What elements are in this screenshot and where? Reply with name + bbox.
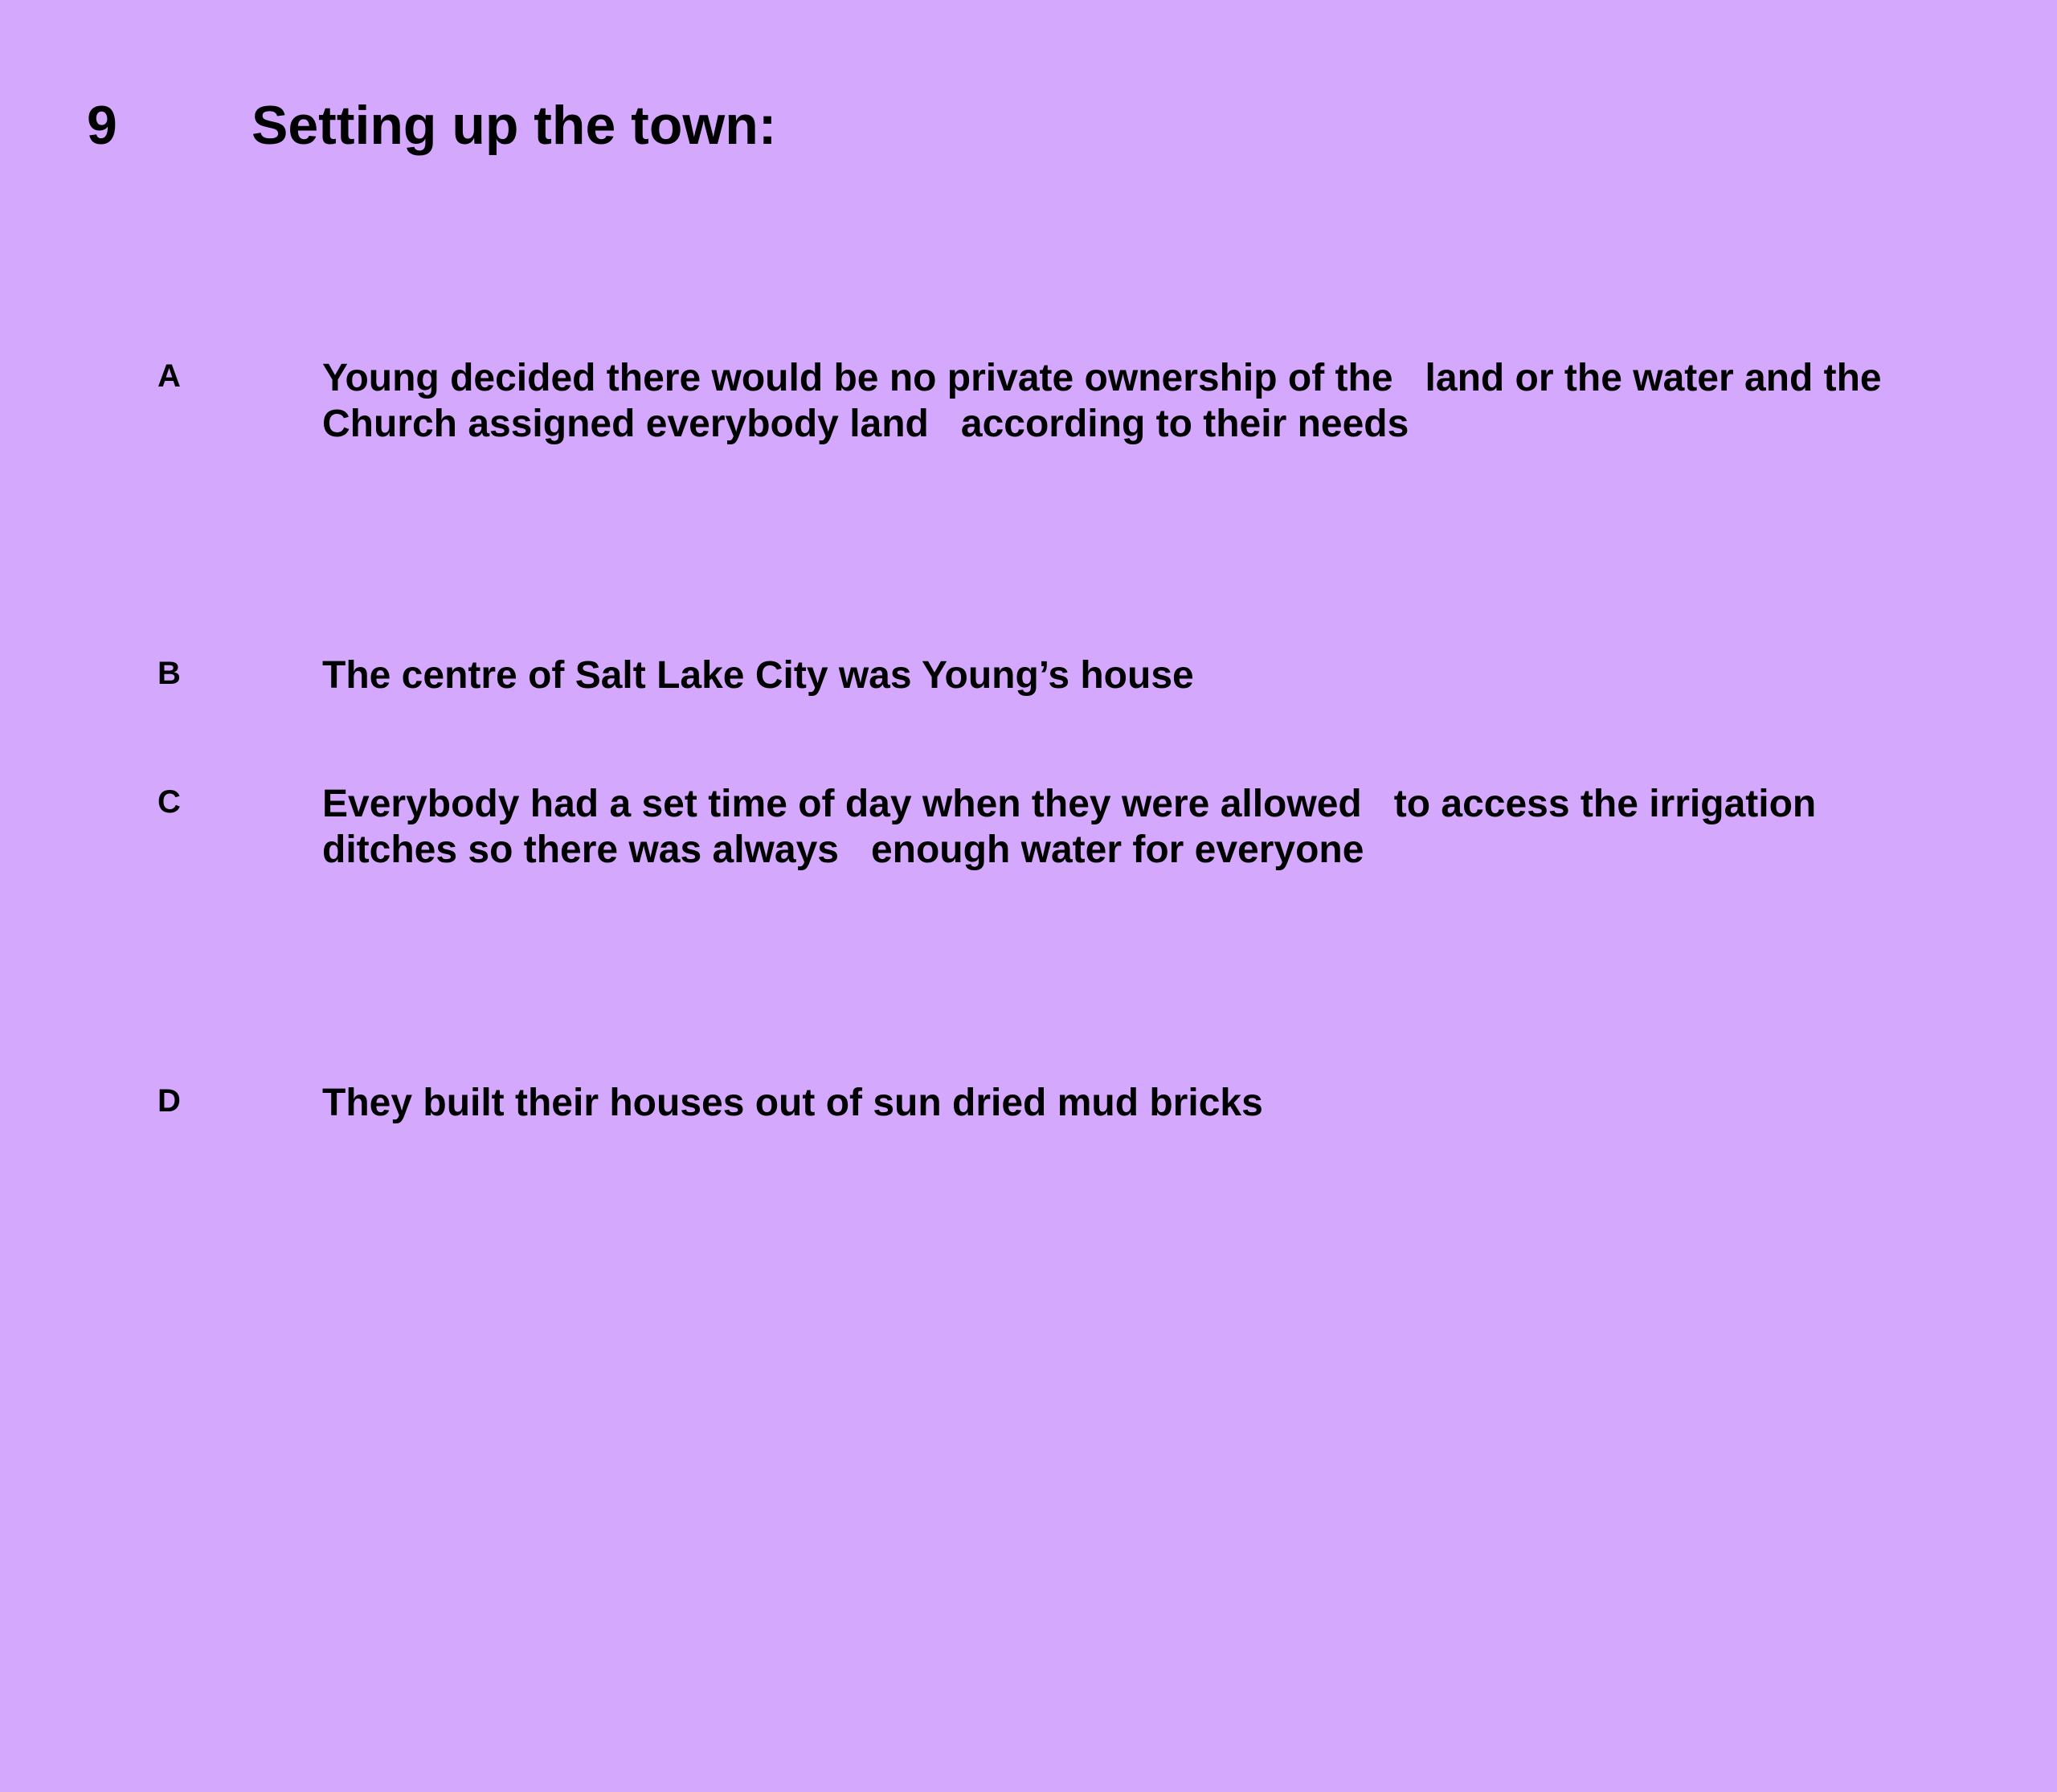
option-letter: C [157, 784, 181, 820]
question-number: 9 [87, 95, 117, 156]
option-text: The centre of Salt Lake City was Young’s house [322, 654, 1194, 697]
option-letter: B [157, 656, 181, 691]
question-title: Setting up the town: [252, 95, 777, 156]
option-letter: A [157, 358, 181, 394]
option-text: Everybody had a set time of day when they were allowed to access the irrigation ditches so there was always enough water for everyone [322, 783, 1817, 871]
option-letter: D [157, 1083, 181, 1119]
option-text: Young decided there would be no private ownership of the land or the water and the Church assigned everybody land according to their needs [322, 357, 1882, 445]
option-text: They built their houses out of sun dried mud bricks [322, 1082, 1263, 1124]
